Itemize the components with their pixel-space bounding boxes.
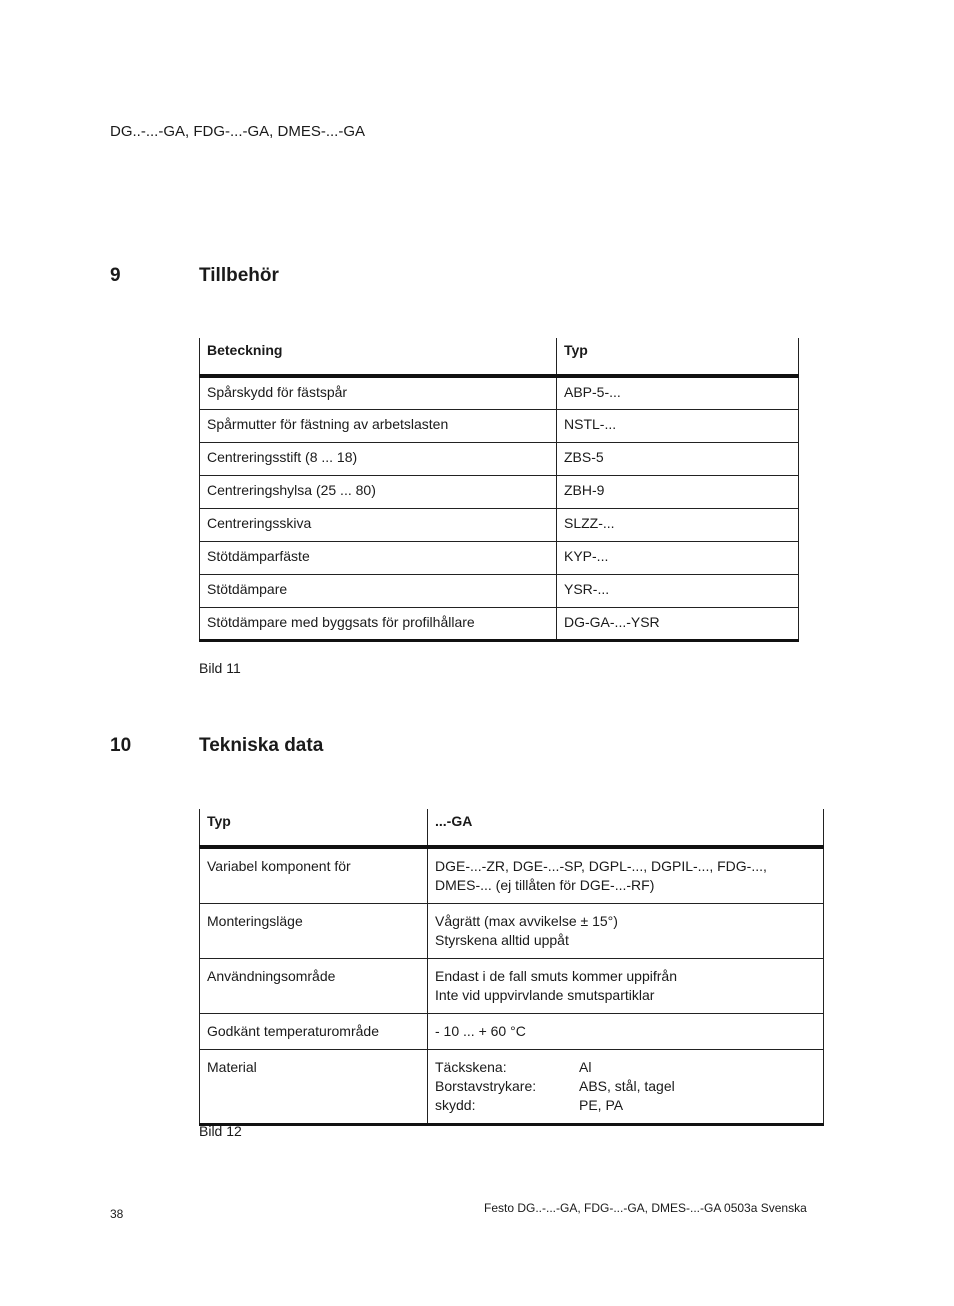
material-list: [435, 1058, 823, 1115]
column-header-designation: Beteckning: [200, 338, 557, 376]
running-header: DG..-...-GA, FDG-...-GA, DMES-...-GA: [110, 123, 365, 140]
page-number: 38: [110, 1207, 124, 1221]
row-designation: Stötdämpare med byggsats för profilhållare: [200, 607, 557, 640]
row-value: [428, 1050, 824, 1125]
column-header-type: Typ: [200, 809, 428, 847]
value-line: Inte vid uppvirvlande smutspartiklar: [435, 987, 655, 1003]
row-designation: Centreringsstift (8 ... 18): [200, 442, 557, 475]
row-type: YSR-...: [557, 574, 799, 607]
row-designation: Spårskydd för fästspår: [200, 376, 557, 409]
table-row: [200, 1050, 824, 1125]
column-header-ga: ...-GA: [428, 809, 824, 847]
material-part: skydd:: [435, 1097, 476, 1113]
row-label: Material: [200, 1050, 428, 1125]
material-part: Borstavstrykare:: [435, 1078, 537, 1094]
row-type: ABP-5-...: [557, 376, 799, 409]
accessories-table: [199, 338, 799, 642]
value-line: - 10 ... + 60 °C: [435, 1023, 526, 1039]
table-row: [200, 409, 799, 442]
table-row: [200, 847, 824, 904]
section-9-number: 9: [110, 265, 121, 286]
table-row: [200, 541, 799, 574]
row-label: Variabel komponent för: [200, 847, 428, 904]
value-line: Endast i de fall smuts kommer uppifrån: [435, 968, 677, 984]
section-10-number: 10: [110, 735, 132, 756]
row-label: Godkänt temperaturområde: [200, 1014, 428, 1050]
row-type: ZBH-9: [557, 475, 799, 508]
row-label: Monteringsläge: [200, 904, 428, 959]
table-row: [200, 574, 799, 607]
table-row: [200, 475, 799, 508]
table-row: [200, 508, 799, 541]
value-line: DGE-...-ZR, DGE-...-SP, DGPL-..., DGPIL-..., FDG-...,: [435, 858, 767, 874]
row-type: DG-GA-...-YSR: [557, 607, 799, 640]
row-designation: Stötdämparfäste: [200, 541, 557, 574]
material-value: Al: [579, 1059, 592, 1075]
row-value: [428, 904, 824, 959]
table-row: [200, 959, 824, 1014]
technical-data-table: [199, 809, 824, 1126]
figure-caption-11: Bild 11: [199, 660, 241, 676]
row-designation: Stötdämpare: [200, 574, 557, 607]
table-row: [200, 607, 799, 640]
row-designation: Centreringshylsa (25 ... 80): [200, 475, 557, 508]
table-row: [200, 1014, 824, 1050]
row-type: NSTL-...: [557, 409, 799, 442]
row-type: KYP-...: [557, 541, 799, 574]
figure-caption-12: Bild 12: [199, 1123, 242, 1139]
row-designation: Spårmutter för fästning av arbetslasten: [200, 409, 557, 442]
row-type: SLZZ-...: [557, 508, 799, 541]
row-value: [428, 847, 824, 904]
row-label: Användningsområde: [200, 959, 428, 1014]
table-row: [200, 442, 799, 475]
row-value: [428, 1014, 824, 1050]
table-row: [200, 376, 799, 409]
material-part: Täckskena:: [435, 1059, 507, 1075]
value-line: Vågrätt (max avvikelse ± 15°): [435, 913, 618, 929]
section-9-title: Tillbehör: [199, 265, 279, 286]
value-line: DMES-... (ej tillåten för DGE-...-RF): [435, 877, 655, 893]
material-value: ABS, stål, tagel: [579, 1078, 675, 1094]
footer-doc-info: Festo DG..-...-GA, FDG-...-GA, DMES-...-GA 0503a Svenska: [484, 1201, 807, 1215]
section-10-title: Tekniska data: [199, 735, 324, 756]
value-line: Styrskena alltid uppåt: [435, 932, 569, 948]
row-designation: Centreringsskiva: [200, 508, 557, 541]
material-value: PE, PA: [579, 1097, 624, 1113]
row-type: ZBS-5: [557, 442, 799, 475]
column-header-type: Typ: [557, 338, 799, 376]
row-value: [428, 959, 824, 1014]
table-row: [200, 904, 824, 959]
